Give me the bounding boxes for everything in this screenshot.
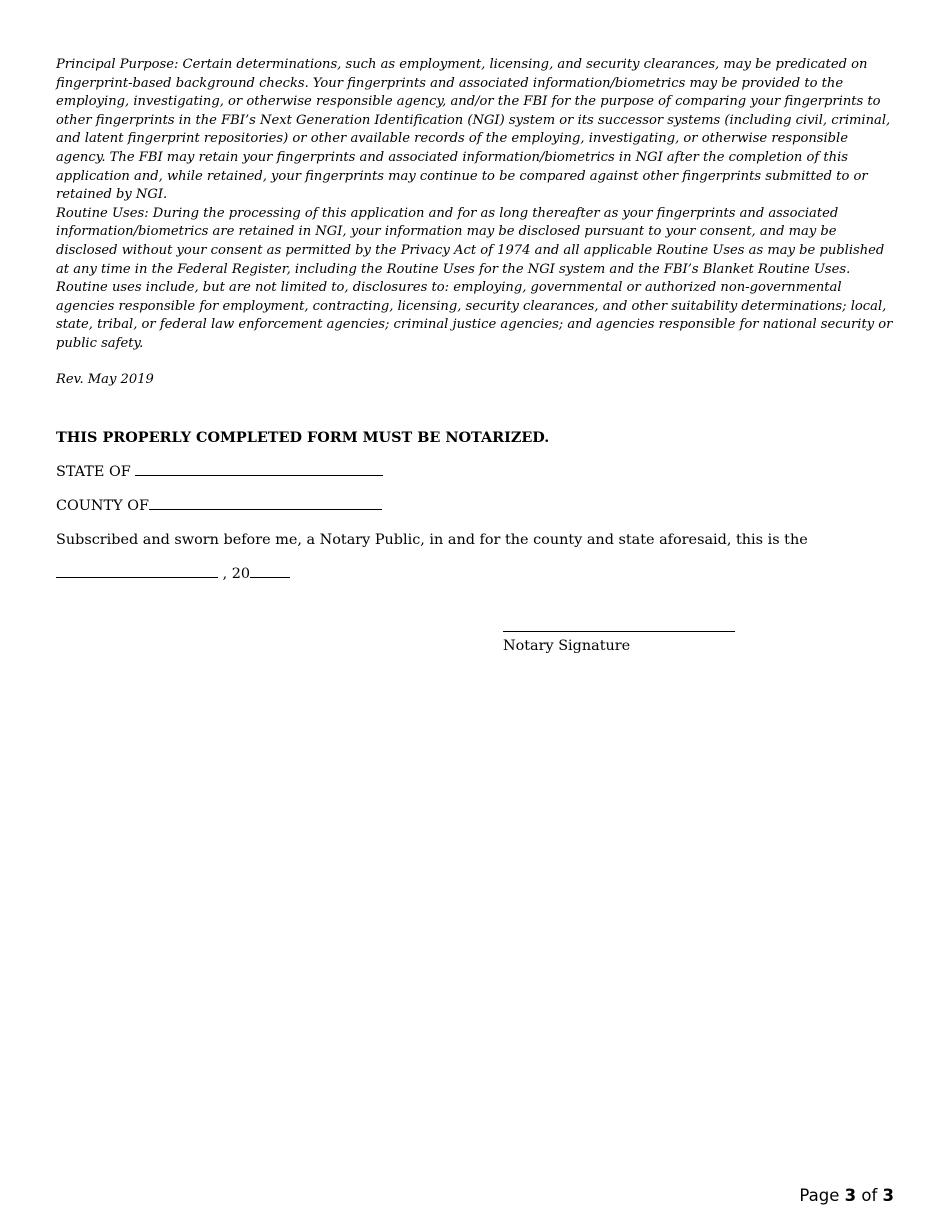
county-of-field[interactable] — [149, 508, 382, 510]
sworn-statement: Subscribed and sworn before me, a Notary Public, in and for the county and state aforesaid, this is the — [56, 531, 808, 548]
year-prefix: , 20 — [222, 565, 251, 582]
date-row — [56, 566, 896, 582]
county-of-row — [56, 498, 896, 514]
privacy-act-statement — [56, 56, 896, 354]
revision-date: Rev. May 2019 — [56, 371, 154, 387]
year-field[interactable] — [250, 576, 290, 578]
routine-uses-paragraph: Routine Uses: During the processing of this application and for as long thereafter as your fingerprints and associated information/biometrics are retained in NGI, your information may be disclosed pursuant to your consent, and may be disclosed without your consent as permitted by the Privacy Act of 1974 and all applicable Routine Uses as may be published at any time in the Federal Register, including the Routine Uses for the NGI system and the FBI’s Blanket Routine Uses. Routine uses include, but are not limited to, disclosures to: employing, governmental or authorized non-governmental agencies responsible for employment, contracting, licensing, security clearances, and other suitability determinations; local, state, tribal, or federal law enforcement agencies; criminal justice agencies; and agencies responsible for national security or public safety. — [56, 205, 893, 351]
document-page — [56, 56, 896, 582]
notary-signature-label: Notary Signature — [503, 638, 631, 654]
principal-purpose-paragraph: Principal Purpose: Certain determinations, such as employment, licensing, and security clearances, may be predicated on fingerprint-based background checks. Your fingerprints and associated information/biometrics may be provided to the employing, investigating, or otherwise responsible agency, and/or the FBI for the purpose of comparing your fingerprints to other fingerprints in the FBI’s Next Generation Identification (NGI) system or its successor systems (including civil, criminal, and latent fingerprint repositories) or other available records of the employing, investigating, or otherwise responsible agency. The FBI may retain your fingerprints and associated information/biometrics in NGI after the completion of this application and, while retained, your fingerprints may continue to be compared against other fingerprints submitted to or retained by NGI. — [56, 57, 891, 203]
state-of-field[interactable] — [135, 474, 383, 476]
county-of-label: COUNTY OF — [56, 497, 149, 514]
day-month-field[interactable] — [56, 576, 218, 578]
page-word: Page — [799, 1186, 840, 1205]
notarization-heading: THIS PROPERLY COMPLETED FORM MUST BE NOTARIZED. — [56, 428, 550, 446]
of-word: of — [861, 1186, 878, 1205]
page-number — [799, 1186, 894, 1205]
total-pages: 3 — [882, 1186, 894, 1205]
state-of-label: STATE OF — [56, 463, 131, 480]
notary-signature-field[interactable] — [503, 630, 735, 632]
current-page: 3 — [844, 1186, 857, 1205]
state-of-row — [56, 464, 896, 480]
notary-signature-block — [503, 630, 743, 654]
